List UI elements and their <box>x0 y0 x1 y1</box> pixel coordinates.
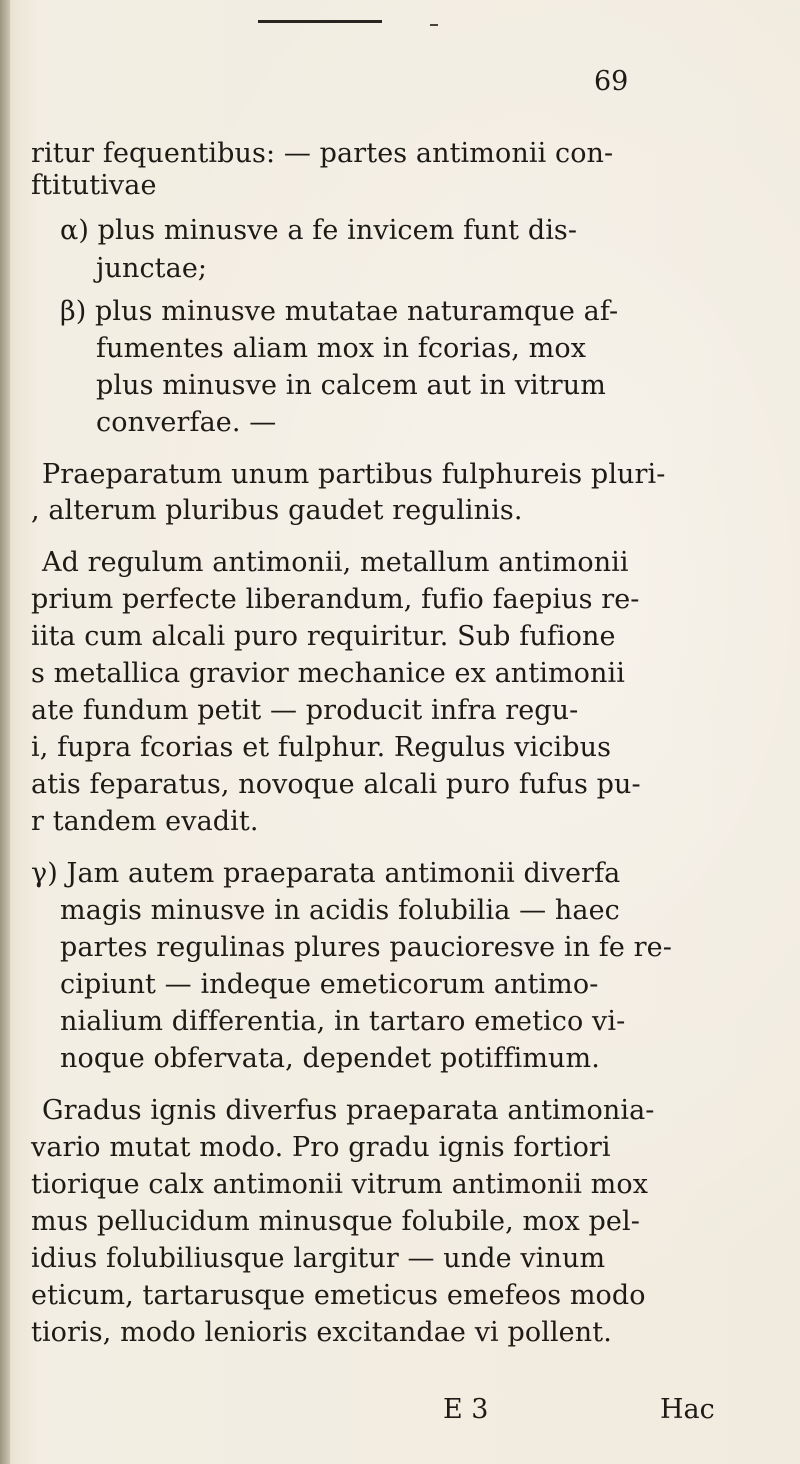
text-line: tiorique calx antimonii vitrum antimonii mox <box>31 1169 649 1200</box>
text-line: mus pellucidum minusque folubile, mox pel- <box>31 1206 640 1237</box>
text-line: Praeparatum unum partibus fulphureis pluri- <box>42 459 666 490</box>
text-line: idius folubiliusque largitur — unde vinum <box>31 1243 606 1274</box>
signature-mark: E 3 <box>443 1394 489 1425</box>
text-line: β) plus minusve mutatae naturamque af- <box>60 296 619 327</box>
text-line: Ad regulum antimonii, metallum antimonii <box>42 547 629 578</box>
text-line: noque obfervata, dependet potiffimum. <box>60 1043 600 1074</box>
text-line: Gradus ignis diverfus praeparata antimonia- <box>42 1095 655 1126</box>
text-line: atis feparatus, novoque alcali puro fufus pu- <box>31 769 641 800</box>
text-line: cipiunt — indeque emeticorum antimo- <box>60 969 599 1000</box>
text-line: i, fupra fcorias et fulphur. Regulus vicibus <box>31 732 612 763</box>
text-line: α) plus minusve a fe invicem funt dis- <box>60 215 578 246</box>
text-line: γ) Jam autem praeparata antimonii diverfa <box>31 858 621 889</box>
page-gutter <box>0 0 10 1464</box>
text-line: eticum, tartarusque emeticus emefeos modo <box>31 1280 646 1311</box>
text-line: iita cum alcali puro requiritur. Sub fufione <box>31 621 616 652</box>
text-line: junctae; <box>96 253 208 284</box>
text-line: partes regulinas plures paucioresve in fe re- <box>60 932 672 963</box>
text-line: ftitutivae <box>31 170 157 201</box>
text-line: s metallica gravior mechanice ex antimonii <box>31 658 625 689</box>
text-line: tioris, modo lenioris excitandae vi pollent. <box>31 1317 612 1348</box>
catchword: Hac <box>660 1394 715 1425</box>
text-line: ate fundum petit — producit infra regu- <box>31 695 579 726</box>
text-line: , alterum pluribus gaudet regulinis. <box>31 495 523 526</box>
text-line: vario mutat modo. Pro gradu ignis fortiori <box>31 1132 611 1163</box>
text-line: r tandem evadit. <box>31 806 259 837</box>
header-rule <box>258 20 382 23</box>
text-line: magis minusve in acidis folubilia — haec <box>60 895 620 926</box>
text-line: ritur fequentibus: — partes antimonii con- <box>31 138 614 169</box>
text-line: plus minusve in calcem aut in vitrum <box>96 370 606 401</box>
text-line: fumentes aliam mox in fcorias, mox <box>96 333 587 364</box>
text-line: converfae. — <box>96 407 277 438</box>
text-line: prium perfecte liberandum, fufio faepius re- <box>31 584 640 615</box>
header-dash <box>430 24 438 26</box>
text-line: nialium differentia, in tartaro emetico vi- <box>60 1006 626 1037</box>
page-number: 69 <box>594 66 629 97</box>
